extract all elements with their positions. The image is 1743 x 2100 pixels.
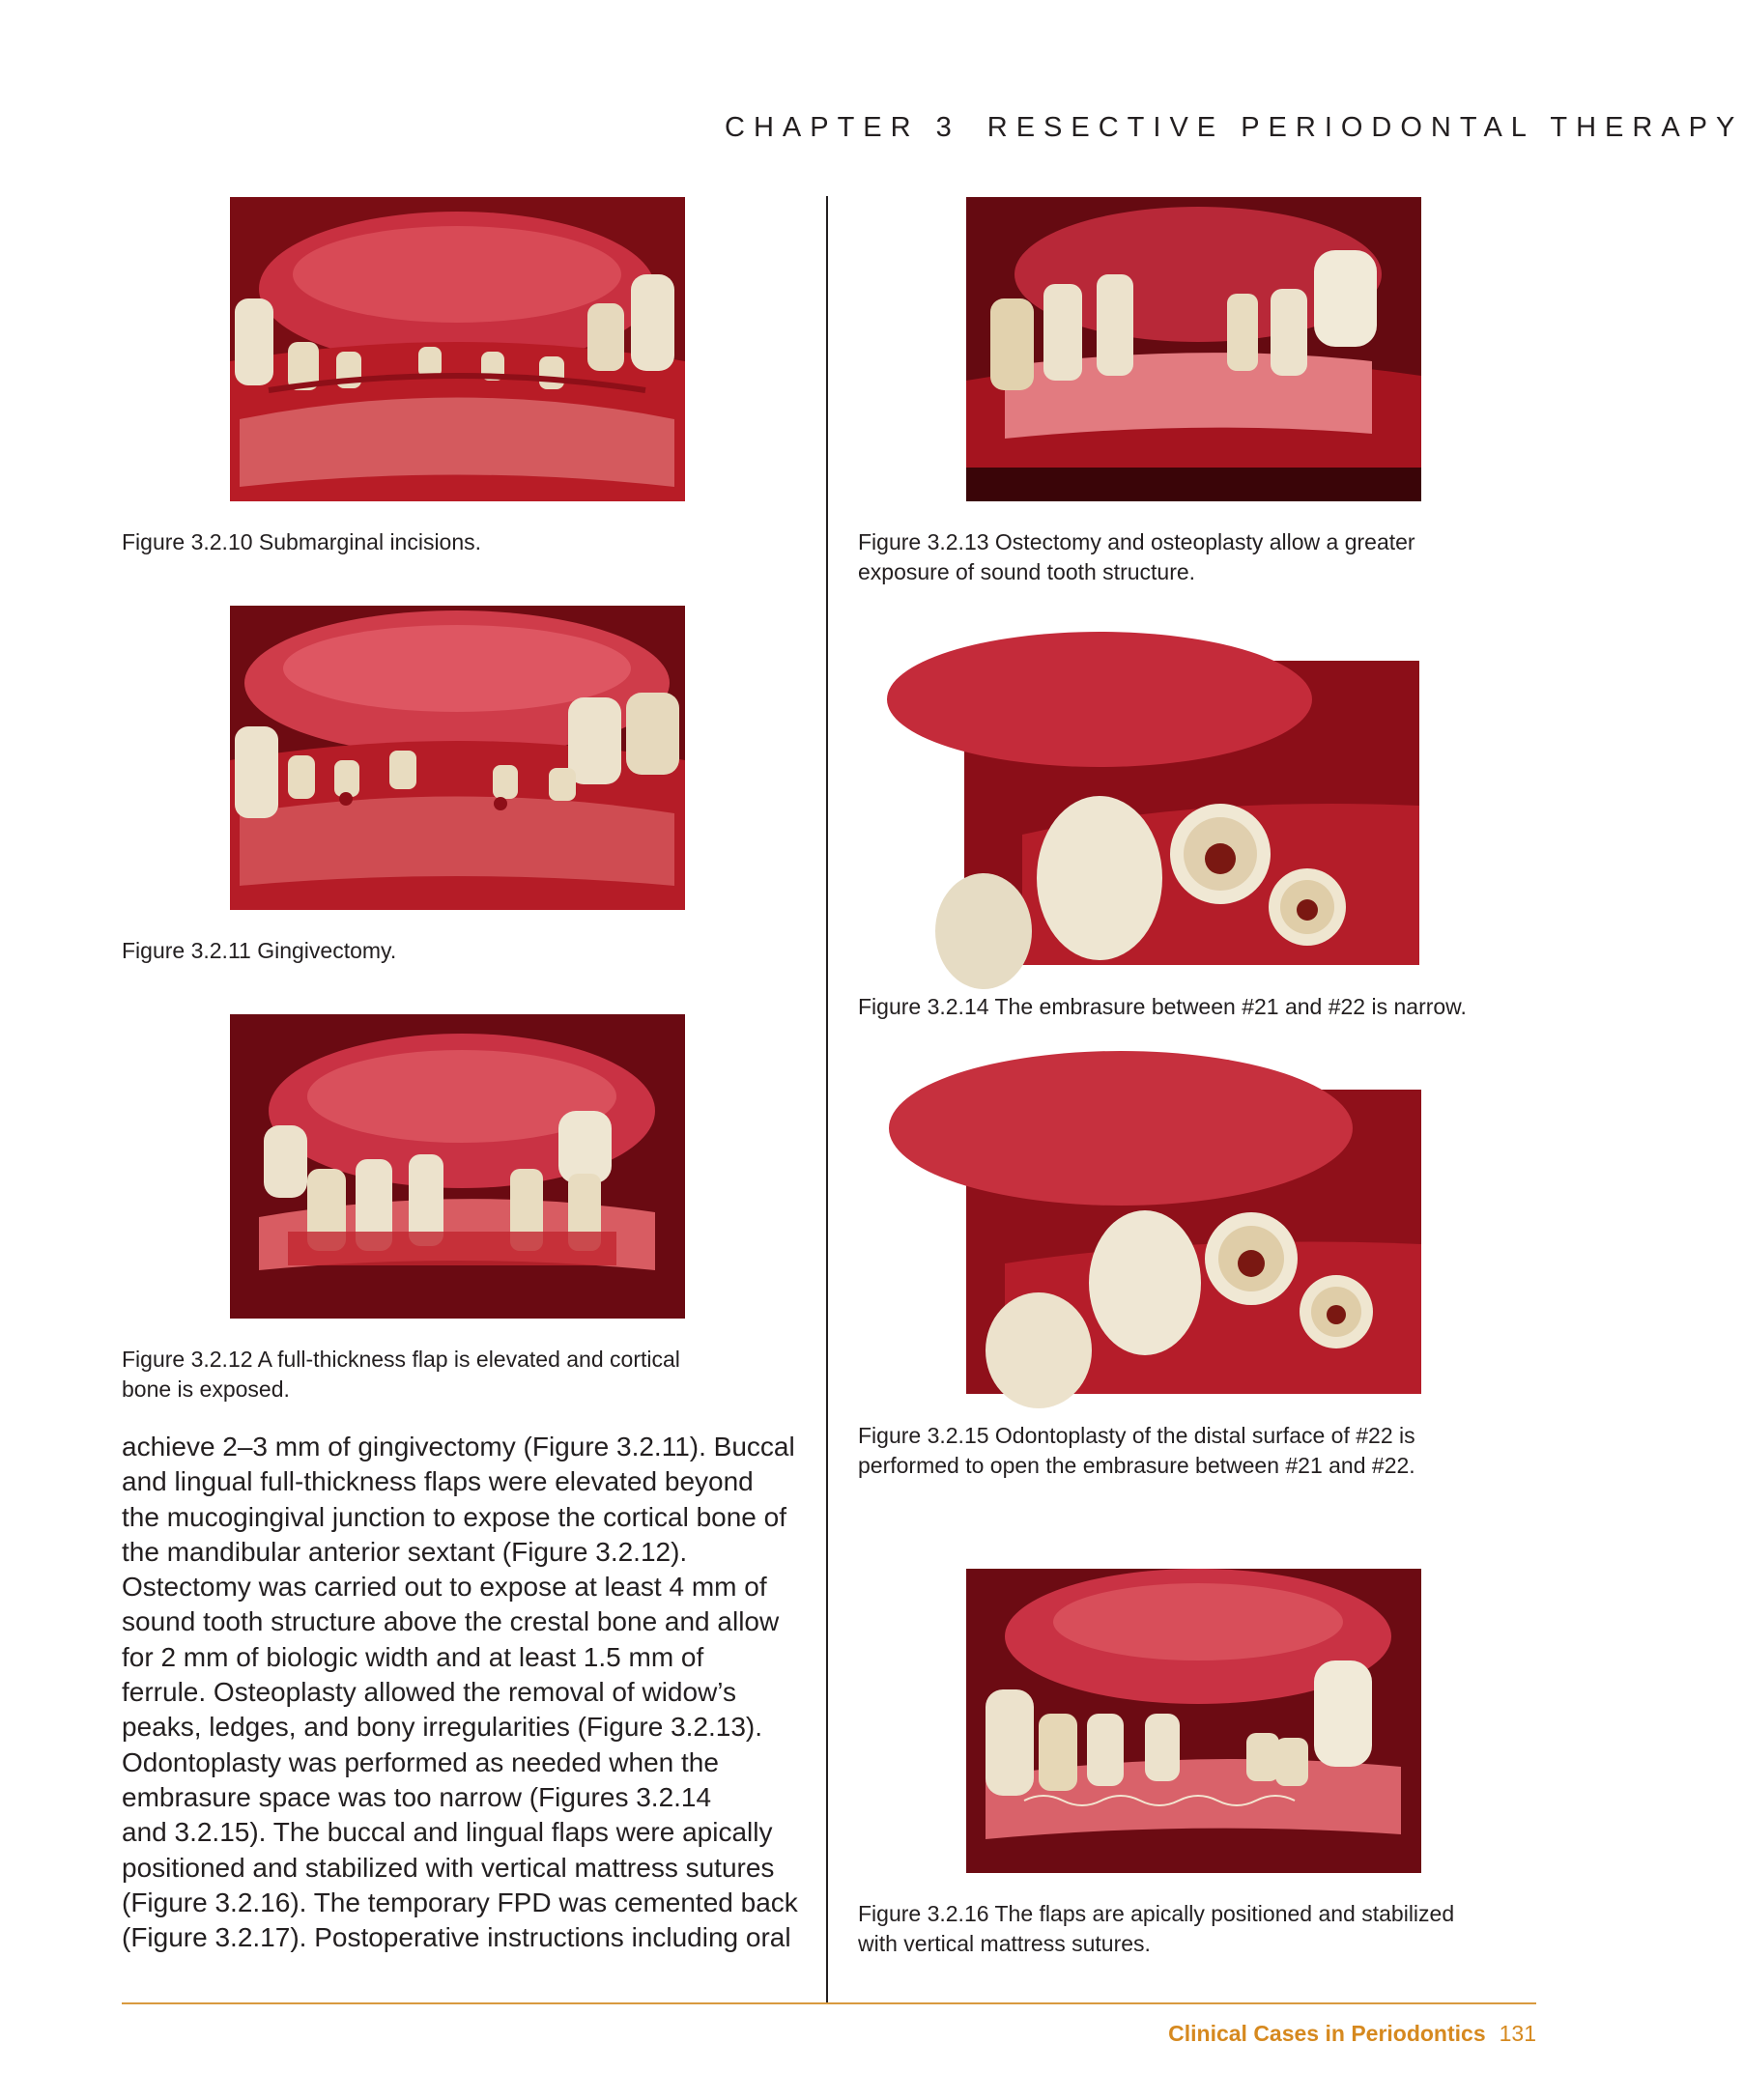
figure-3-2-16-caption — [858, 1899, 1454, 1959]
figure-3-2-13-caption — [858, 527, 1415, 587]
caption-line: with vertical mattress sutures. — [858, 1931, 1151, 1956]
chapter-label: CHAPTER 3 — [725, 112, 960, 143]
caption-line: Figure 3.2.12 A full-thickness flap is elevated and cortical — [122, 1347, 680, 1372]
page-number: 131 — [1499, 2021, 1536, 2046]
caption-line: performed to open the embrasure between #21 and #22. — [858, 1453, 1415, 1478]
body-line: for 2 mm of biologic width and at least 1.5 mm of — [122, 1641, 704, 1672]
figure-3-2-11-caption: Figure 3.2.11 Gingivectomy. — [122, 938, 397, 963]
figure-3-2-11-photo — [230, 606, 685, 910]
figure-3-2-12-caption — [122, 1345, 680, 1405]
figure-3-2-12-photo — [230, 1014, 685, 1319]
figure-3-2-10-caption: Figure 3.2.10 Submarginal incisions. — [122, 529, 482, 554]
body-line: peaks, ledges, and bony irregularities (Figure 3.2.13). — [122, 1712, 763, 1743]
book-title: Clinical Cases in Periodontics — [1168, 2021, 1486, 2046]
body-line: sound tooth structure above the crestal bone and allow — [122, 1606, 780, 1637]
body-line: Odontoplasty was performed as needed when the — [122, 1746, 719, 1777]
caption-line: Figure 3.2.16 The flaps are apically positioned and stabilized — [858, 1901, 1455, 1926]
body-text — [122, 1430, 798, 1955]
figure-3-2-15-caption — [858, 1421, 1415, 1481]
body-line: and lingual full-thickness flaps were elevated beyond — [122, 1466, 754, 1497]
body-line: and 3.2.15). The buccal and lingual flaps were apically — [122, 1817, 773, 1848]
caption-line: bone is exposed. — [122, 1376, 290, 1402]
page-footer — [122, 2021, 1536, 2047]
caption-line: Figure 3.2.13 Ostectomy and osteoplasty allow a greater — [858, 529, 1415, 554]
figure-3-2-10-photo — [230, 197, 685, 501]
footer-rule — [122, 2002, 1536, 2004]
figure-3-2-13-photo — [966, 197, 1421, 501]
body-line: the mucogingival junction to expose the cortical bone of — [122, 1501, 786, 1532]
figure-3-2-14-photo — [964, 661, 1419, 965]
body-line: positioned and stabilized with vertical mattress sutures — [122, 1852, 775, 1883]
figure-3-2-15-photo — [966, 1090, 1421, 1394]
body-line: Ostectomy was carried out to expose at least 4 mm of — [122, 1572, 767, 1603]
column-divider — [826, 196, 828, 2002]
caption-line: Figure 3.2.15 Odontoplasty of the distal surface of #22 is — [858, 1423, 1415, 1448]
body-line: ferrule. Osteoplasty allowed the removal of widow’s — [122, 1677, 737, 1708]
body-line: (Figure 3.2.16). The temporary FPD was cemented back — [122, 1887, 798, 1917]
figure-3-2-16-photo — [966, 1569, 1421, 1873]
body-line: (Figure 3.2.17). Postoperative instructions including oral — [122, 1922, 791, 1953]
running-header — [725, 112, 1743, 144]
body-line: embrasure space was too narrow (Figures 3.2.14 — [122, 1781, 712, 1812]
figure-3-2-14-caption: Figure 3.2.14 The embrasure between #21 and #22 is narrow. — [858, 994, 1467, 1019]
body-line: achieve 2–3 mm of gingivectomy (Figure 3.2.11). Buccal — [122, 1432, 795, 1461]
body-line: the mandibular anterior sextant (Figure 3.2.12). — [122, 1536, 688, 1567]
chapter-title: RESECTIVE PERIODONTAL THERAPY — [986, 112, 1743, 143]
caption-line: exposure of sound tooth structure. — [858, 559, 1196, 584]
